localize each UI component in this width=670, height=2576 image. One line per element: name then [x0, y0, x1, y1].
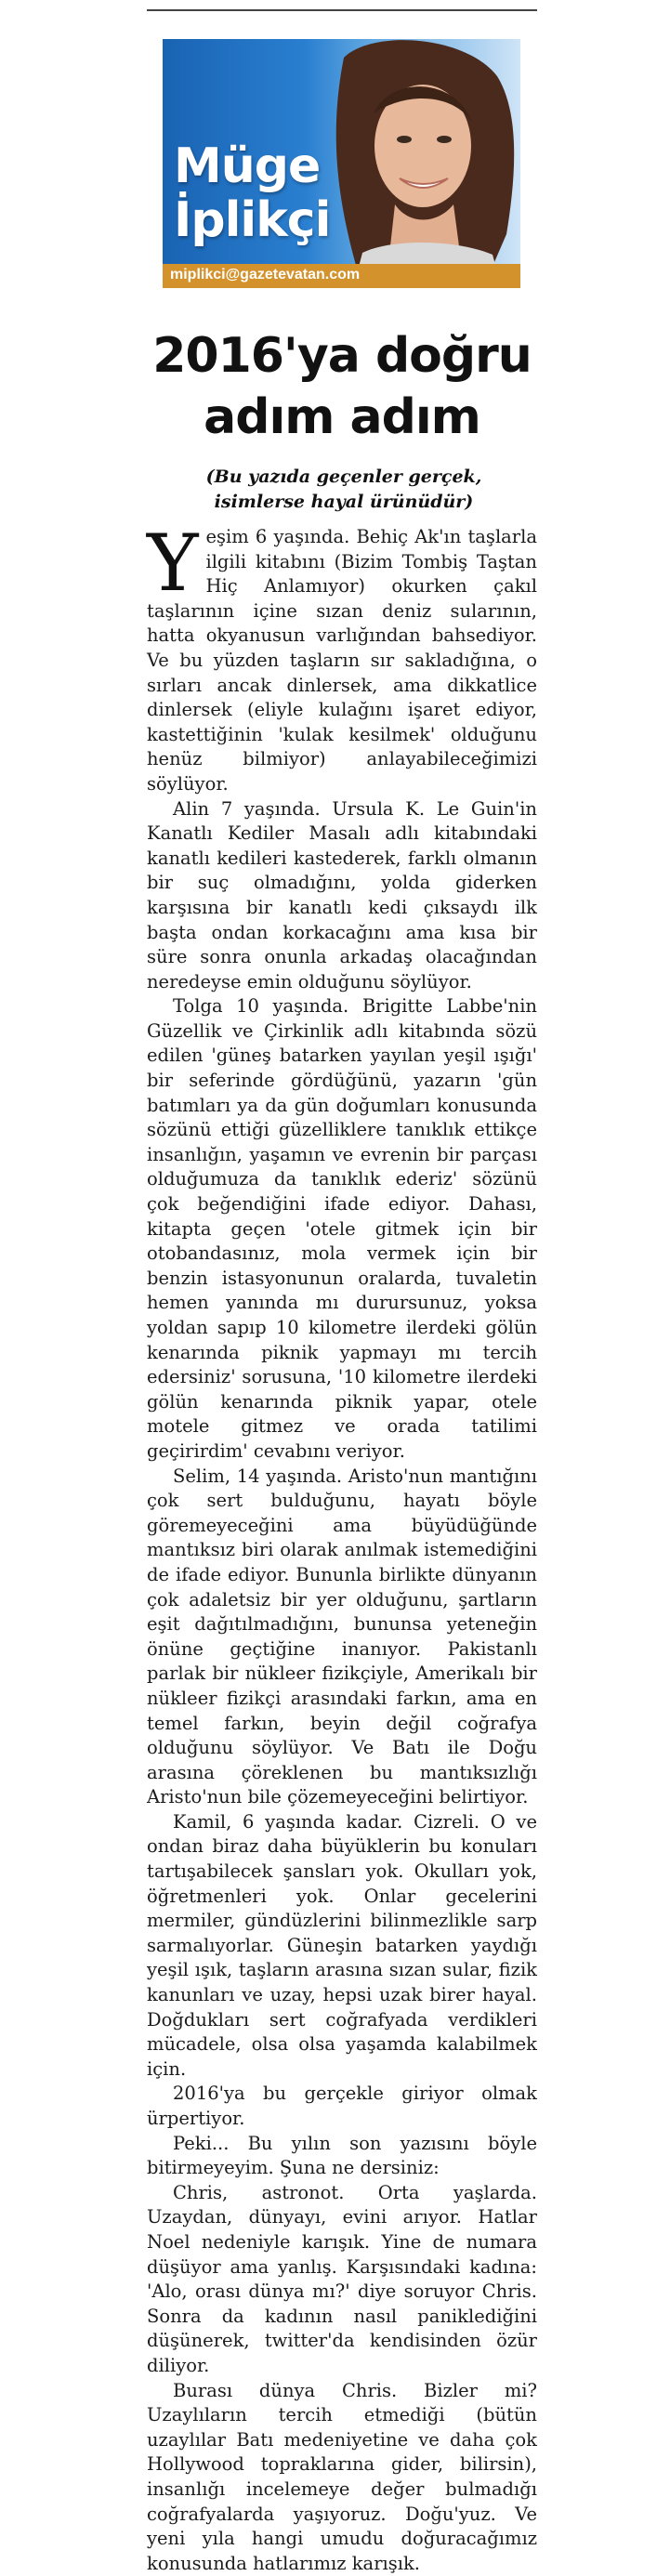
article-paragraph	[147, 518, 537, 797]
columnist-name	[174, 139, 330, 247]
article-paragraph: Kamil, 6 yaşında kadar. Cizreli. O ve ondan biraz daha büyüklerin bu konuları tartışabilecek şansları yok. Okulları yok, öğretmenleri yok. Onlar gecelerini mermiler, gündüzlerini bilinmezlikle sarp sarmalıyorlar. Güneşin batarken yaydığı yeşil ışık, taşların arasına sızan sular, fizik kanunları ve uzay, hepsi uzak birer hayal. Doğdukları sert coğrafyada verdikleri mücadele, olsa olsa yaşamda kalabilmek için.	[147, 1810, 537, 2080]
article-paragraph: Chris, astronot. Orta yaşlarda. Uzaydan, dünyayı, evini arıyor. Hatlar Noel nedeniyle karışık. Yine de numara düşüyor ama yanlış. Karşısındaki kadına: 'Alo, orası dünya mı?' diye soruyor Chris. Sonra da kadının nasıl paniklediğini düşünerek, twitter'da kendisinden özür diliyor.	[147, 2181, 537, 2376]
columnist-email[interactable]: miplikci@gazetevatan.com	[170, 267, 361, 283]
article-paragraph: Peki... Bu yılın son yazısını böyle bitirmeyeyim. Şuna ne dersiniz:	[147, 2132, 537, 2179]
article-title: 2016'ya doğru adım adım	[152, 328, 532, 445]
article-paragraph: Alin 7 yaşında. Ursula K. Le Guin'in Kanatlı Kediler Masalı adlı kitabındaki kanatlı kedileri kastederek, farklı olmanın bir suç olmadığını, yolda giderken karşısına bir kanatlı kedi çıksaydı ilk başta ondan korkacağını ama kısa bir süre sonra onunla arkadaş olacağından neredeyse emin olduğunu söylüyor.	[147, 797, 537, 992]
article-paragraph: Tolga 10 yaşında. Brigitte Labbe'nin Güzellik ve Çirkinlik adlı kitabında sözü edilen 'güneş batarken yayılan yeşil ışığı' bir seferinde gördüğünü, yazarın 'gün batımları ya da gün doğumları konusunda sözünü ettiği güzelliklere tanıklık ettikçe insanlığın, yaşamın ve evrenin bir parçası olduğumuza da tanıklık ederiz' sözünü çok beğendiğini ifade ediyor. Dahası, kitapta geçen 'otele gitmek için bir otobandasınız, mola vermek için bir benzin istasyonunun oralarda, tuvaletin hemen yanında mı durursunuz, yoksa yoldan sapıp 10 kilometre ilerdeki gölün kenarında piknik yapmayı mı tercih edersiniz' sorusuna, '10 kilometre ilerdeki gölün kenarında piknik yapar, otele motele gitmez ve orada tatilimi geçirirdim' cevabını veriyor.	[147, 995, 537, 1462]
columnist-name-text: Müge İplikçi	[174, 138, 331, 248]
article-subtitle: (Bu yazıda geçenler gerçek, isimlerse hayal ürünüdür)	[205, 467, 482, 512]
paragraph-text: eşim 6 yaşında. Behiç Ak'ın taşlarla ilgili kitabını (Bizim Tombiş Taştan Hiç Anlamıyor) okurken çakıl taşlarının içine sızan deniz sularının, hatta okyanusun varlığından bahsediyor. Ve bu yüzden taşların sır sakladığına, o sırları ancak dinlersek, ama dikkatlice dinlersek (eliyle kulağını işaret ediyor, kastettiğinin 'kulak kesilmek' olduğunu henüz bilmiyor) anlayabileceğimizi söylüyor.	[147, 526, 537, 795]
drop-cap: Y	[147, 518, 199, 609]
article-paragraph: Burası dünya Chris. Bizler mi? Uzaylıların tercih etmediği (bütün uzaylılar Batı medeniyetine ve daha çok Hollywood topraklarına gider, bilirsin), insanlığı incelemeye değer bulmadığı coğrafyalarda yaşıyoruz. Doğu'yuz. Ve yeni yıla hangi umudu doğuracağımız konusunda hatlarımız karışık.	[147, 2379, 537, 2574]
top-rule	[147, 9, 537, 11]
article-paragraph: 2016'ya bu gerçekle giriyor olmak ürpertiyor.	[147, 2083, 537, 2129]
article-body	[147, 518, 537, 2576]
columnist-portrait-image	[307, 39, 520, 288]
columnist-header	[163, 39, 520, 288]
email-bar	[163, 264, 520, 288]
article-paragraph: Selim, 14 yaşında. Aristo'nun mantığını çok sert bulduğunu, hayatı böyle göremeyeceğini ama büyüdüğünde mantıksız biri olarak anılmak istemediğini de ifade ediyor. Bununla birlikte dünyanın çok adaletsiz bir yer olduğunu, şartların eşit dağıtılmadığını, bununsa yeteneğin önüne geçtiğine inanıyor. Pakistanlı parlak bir nükleer fizikçiyle, Amerikalı bir nükleer fizikçi arasındaki farkın, ama en temel farkın, beyin değil coğrafya olduğunu söylüyor. Ve Batı ile Doğu arasına çöreklenen bu mantıksızlığı Aristo'nun bile çözemeyeceğini belirtiyor.	[147, 1465, 537, 1808]
